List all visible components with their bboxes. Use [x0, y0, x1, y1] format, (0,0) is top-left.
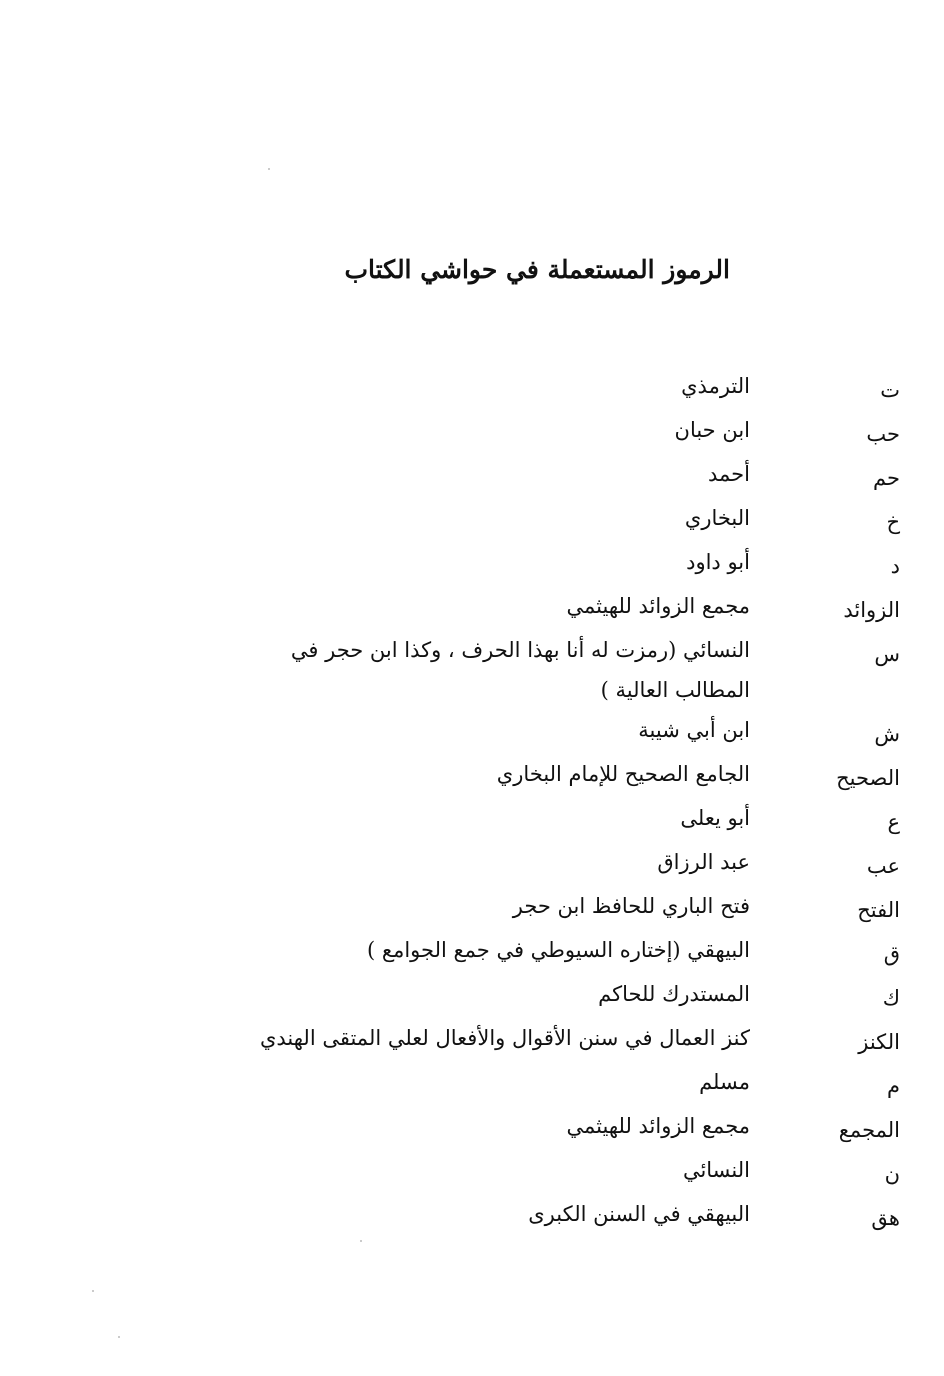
- abbreviation-code: خ: [886, 510, 900, 534]
- abbreviation-code: م: [886, 1074, 900, 1098]
- abbreviation-meaning-text: ابن حبان: [674, 418, 750, 442]
- abbreviation-meaning: [220, 798, 750, 838]
- abbreviation-meaning: [220, 974, 750, 1014]
- abbreviation-code: ع: [887, 810, 900, 834]
- abbreviation-code: ش: [874, 722, 900, 746]
- abbreviation-meaning: [220, 842, 750, 882]
- abbreviation-meaning-text: مسلم: [699, 1070, 750, 1094]
- abbreviation-code: الصحيح: [836, 766, 900, 790]
- abbreviation-code: هق: [871, 1206, 900, 1230]
- abbreviation-meaning: [220, 498, 750, 538]
- abbreviation-code: الزوائد: [843, 598, 900, 622]
- list-item: [200, 454, 900, 498]
- abbreviation-code: المجمع: [838, 1118, 900, 1142]
- list-item: [200, 1018, 900, 1062]
- abbreviation-code: ق: [883, 942, 900, 966]
- abbreviation-meaning-text: كنز العمال في سنن الأقوال والأفعال لعلي المتقى الهندي: [259, 1026, 750, 1050]
- abbreviation-meaning-text: النسائي (رمزت له أنا بهذا الحرف ، وكذا ابن حجر في: [290, 638, 750, 662]
- abbreviation-meaning: [220, 754, 750, 794]
- list-item: [200, 498, 900, 542]
- abbreviation-meaning: [220, 410, 750, 450]
- abbreviation-meaning: [220, 366, 750, 406]
- abbreviation-meaning-text: أحمد: [708, 462, 750, 486]
- scan-speck: [118, 1336, 120, 1338]
- list-item: [200, 586, 900, 630]
- abbreviation-meaning: [220, 710, 750, 750]
- abbreviation-code: حب: [866, 422, 900, 446]
- abbreviation-meaning: [220, 586, 750, 626]
- abbreviation-meaning-text: المستدرك للحاكم: [598, 982, 750, 1006]
- abbreviation-code: د: [890, 554, 900, 578]
- abbreviation-meaning-text: أبو يعلى: [680, 806, 750, 830]
- abbreviation-meaning: [220, 886, 750, 926]
- abbreviation-meaning: [220, 1194, 750, 1234]
- list-item: [200, 1194, 900, 1238]
- list-item: [200, 1106, 900, 1150]
- abbreviation-meaning: [220, 1062, 750, 1102]
- abbreviation-meaning: [220, 930, 750, 970]
- abbreviation-meaning-text: مجمع الزوائد للهيثمي: [566, 594, 750, 618]
- abbreviation-code: ن: [884, 1162, 900, 1186]
- list-item: [200, 410, 900, 454]
- list-item: [200, 754, 900, 798]
- abbreviation-meaning: [220, 1106, 750, 1146]
- abbreviation-meaning-text: البخاري: [684, 506, 750, 530]
- list-item: [200, 842, 900, 886]
- abbreviation-meaning-text: النسائي: [682, 1158, 750, 1182]
- abbreviation-meaning-text: الجامع الصحيح للإمام البخاري: [496, 762, 750, 786]
- list-item: [200, 542, 900, 586]
- abbreviation-meaning-text: أبو داود: [686, 550, 750, 574]
- scan-speck: [268, 168, 270, 170]
- abbreviation-meaning-text: البيهقي في السنن الكبرى: [528, 1202, 750, 1226]
- list-item: [200, 1062, 900, 1106]
- abbreviation-meaning-text: عبد الرزاق: [657, 850, 750, 874]
- abbreviation-meaning: [220, 542, 750, 582]
- abbreviation-code: الكنز: [858, 1030, 900, 1054]
- list-item: [200, 1150, 900, 1194]
- abbreviation-code: س: [874, 642, 900, 666]
- abbreviation-meaning: [220, 1018, 750, 1058]
- abbreviation-meaning-continuation: المطالب العالية ): [600, 678, 750, 702]
- scan-speck: [92, 1290, 94, 1292]
- list-item: [200, 710, 900, 754]
- abbreviation-code: الفتح: [857, 898, 900, 922]
- abbreviation-meaning-text: الترمذي: [681, 374, 750, 398]
- list-item: [200, 886, 900, 930]
- abbreviation-code: عب: [866, 854, 900, 878]
- list-item: [200, 366, 900, 410]
- abbreviation-meaning-text: ابن أبي شيبة: [638, 718, 750, 742]
- list-item: [200, 930, 900, 974]
- abbreviation-code: ت: [880, 378, 900, 402]
- abbreviation-meaning-text: فتح الباري للحافظ ابن حجر: [512, 894, 750, 918]
- abbreviation-code: ك: [882, 986, 900, 1010]
- scan-speck: [360, 1240, 362, 1242]
- list-item: [200, 974, 900, 1018]
- list-item: [200, 798, 900, 842]
- page-title: الرموز المستعملة في حواشي الكتاب: [344, 255, 730, 284]
- abbreviation-code: حم: [873, 466, 900, 490]
- abbreviation-meaning-text: مجمع الزوائد للهيثمي: [566, 1114, 750, 1138]
- abbreviation-meaning: [220, 1150, 750, 1190]
- abbreviation-meaning: [220, 454, 750, 494]
- abbreviation-list: [200, 366, 900, 1238]
- list-item: [200, 630, 900, 710]
- abbreviation-meaning-text: البيهقي (إختاره السيوطي في جمع الجوامع ): [367, 938, 750, 962]
- abbreviation-meaning: [220, 630, 750, 710]
